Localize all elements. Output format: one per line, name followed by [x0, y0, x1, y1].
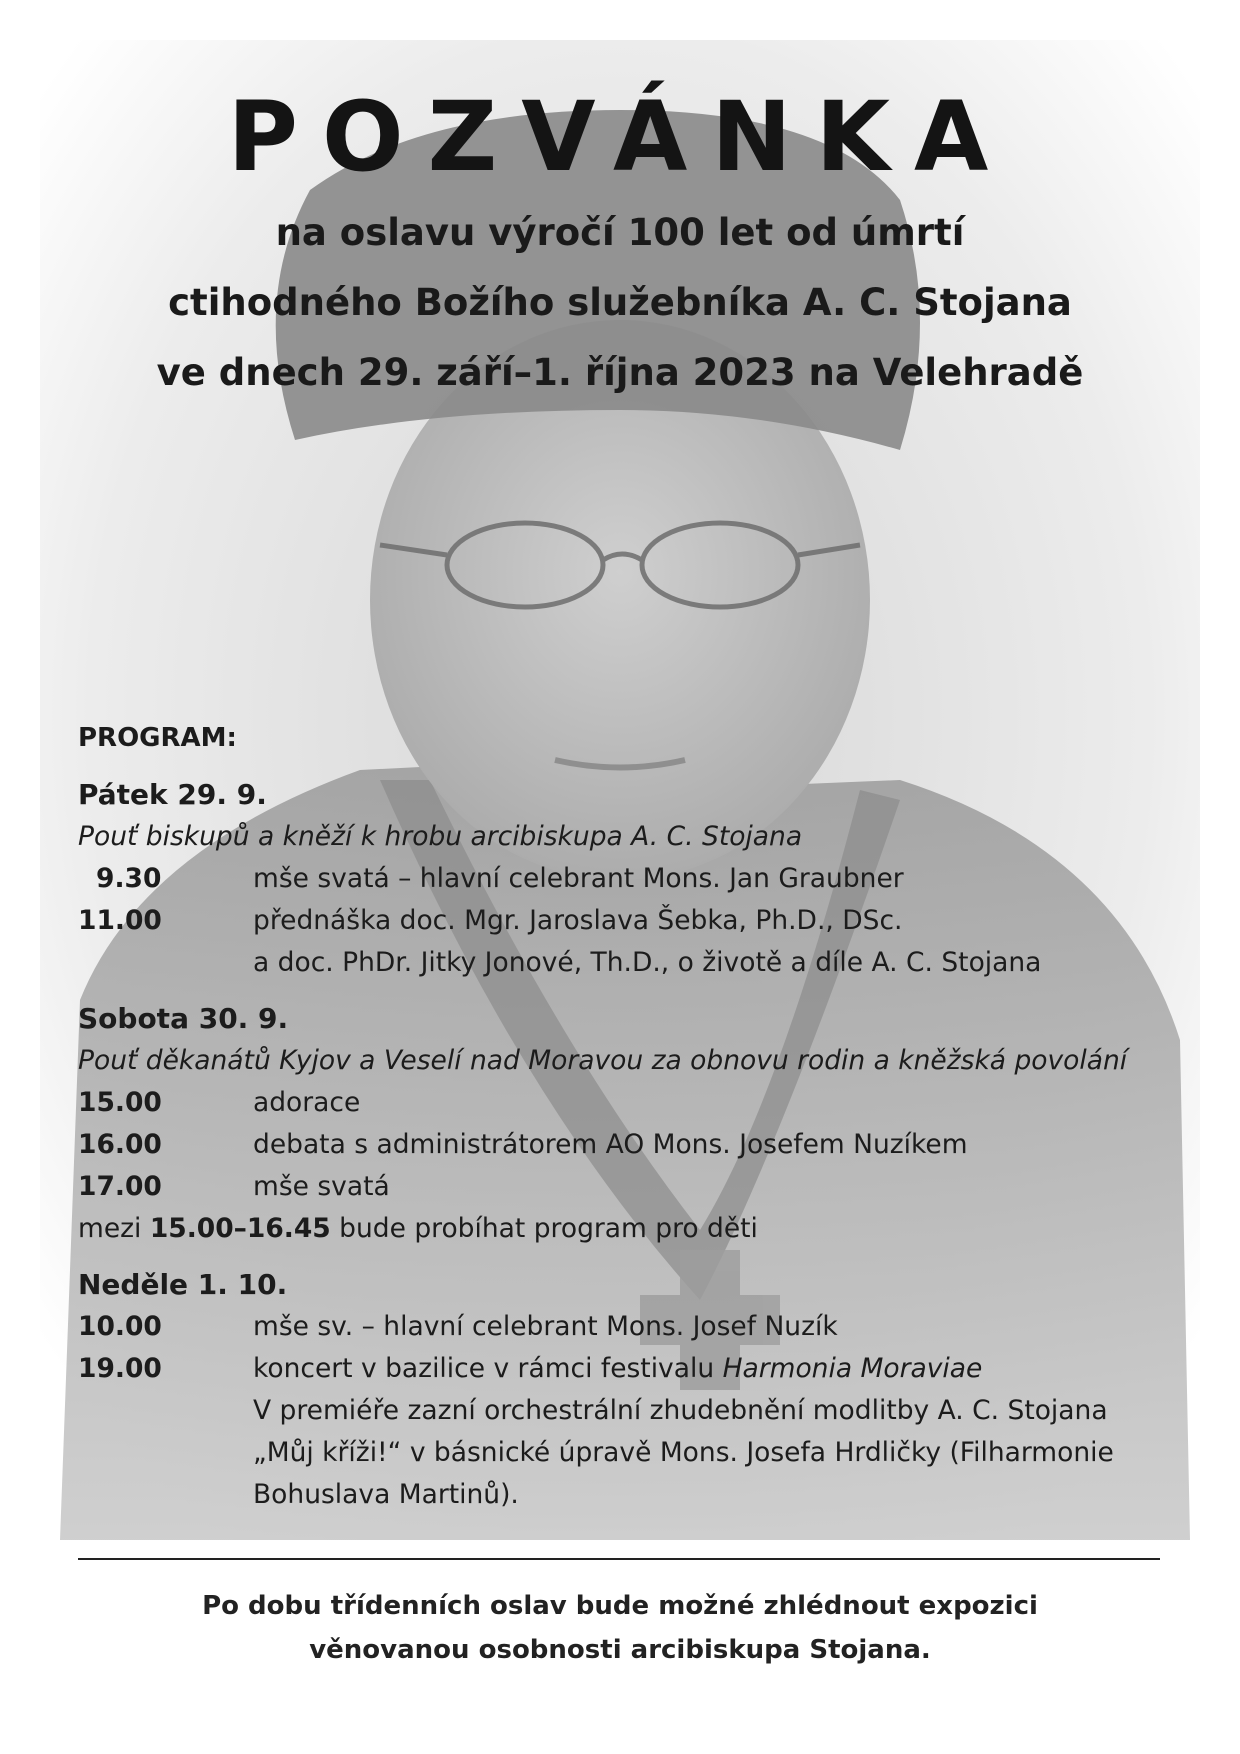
day-title: Sobota 30. 9.: [78, 1002, 289, 1035]
schedule-item: [78, 1166, 1178, 1208]
children-program-note: [78, 1208, 1178, 1250]
concert-description: [253, 1348, 1178, 1516]
footer-note: [0, 1584, 1240, 1672]
footer-line-1: Po dobu třídenních oslav bude možné zhlédnout expozici: [202, 1591, 1038, 1621]
item-description: mše svatá – hlavní celebrant Mons. Jan Graubner: [253, 863, 904, 894]
concert-text: koncert v bazilice v rámci festivalu: [253, 1353, 715, 1384]
item-time: 16.00: [78, 1129, 162, 1160]
schedule-item: [78, 1306, 1178, 1348]
item-time: 9.30: [96, 863, 162, 894]
day-friday: [78, 774, 1178, 984]
day-sunday: [78, 1264, 1178, 1516]
day-subtitle: Pouť děkanátů Kyjov a Veselí nad Moravou za obnovu rodin a kněžská povolání: [78, 1045, 1128, 1076]
day-saturday: [78, 998, 1178, 1250]
festival-name: Harmonia Moraviae: [722, 1353, 983, 1384]
item-time: [78, 942, 253, 984]
schedule-item-concert: [78, 1348, 1178, 1516]
subtitle-line-1: na oslavu výročí 100 let od úmrtí: [275, 211, 965, 254]
concert-line-2: V premiéře zazní orchestrální zhudebnění modlitby A. C. Stojana: [253, 1395, 1108, 1426]
schedule-item: [78, 1124, 1178, 1166]
schedule-item: [78, 1082, 1178, 1124]
program-section: [78, 718, 1178, 1530]
item-description: a doc. PhDr. Jitky Jonové, Th.D., o životě a díle A. C. Stojana: [253, 947, 1042, 978]
concert-line-4: Bohuslava Martinů).: [253, 1479, 519, 1510]
invitation-title: POZVÁNKA: [227, 81, 1013, 193]
item-description: přednáška doc. Mgr. Jaroslava Šebka, Ph.D., DSc.: [253, 905, 903, 936]
item-time: 15.00: [78, 1087, 162, 1118]
item-time: 11.00: [78, 905, 162, 936]
item-description: mše sv. – hlavní celebrant Mons. Josef Nuzík: [253, 1311, 838, 1342]
footer-divider: [78, 1558, 1160, 1560]
subtitle-line-3: ve dnech 29. září–1. října 2023 na Velehradě: [156, 351, 1084, 394]
schedule-item: [78, 942, 1178, 984]
day-title: Pátek 29. 9.: [78, 778, 267, 811]
subtitle-line-2: ctihodného Božího služebníka A. C. Stojana: [168, 281, 1072, 324]
item-time: 19.00: [78, 1353, 162, 1384]
item-time: 17.00: [78, 1171, 162, 1202]
item-description: adorace: [253, 1087, 361, 1118]
day-title: Neděle 1. 10.: [78, 1268, 288, 1301]
day-subtitle: Pouť biskupů a kněží k hrobu arcibiskupa A. C. Stojana: [78, 821, 803, 852]
schedule-item: [78, 858, 1178, 900]
schedule-item: [78, 900, 1178, 942]
program-heading: PROGRAM:: [78, 723, 237, 753]
note-suffix: bude probíhat program pro děti: [339, 1213, 758, 1244]
note-prefix: mezi: [78, 1213, 142, 1244]
note-time: 15.00–16.45: [149, 1213, 331, 1244]
footer-line-2: věnovanou osobnosti arcibiskupa Stojana.: [309, 1635, 931, 1665]
item-description: debata s administrátorem AO Mons. Josefem Nuzíkem: [253, 1129, 968, 1160]
item-time: 10.00: [78, 1311, 162, 1342]
concert-line-3: „Můj kříži!“ v básnické úpravě Mons. Josefa Hrdličky (Filharmonie: [253, 1437, 1114, 1468]
item-description: mše svatá: [253, 1171, 390, 1202]
